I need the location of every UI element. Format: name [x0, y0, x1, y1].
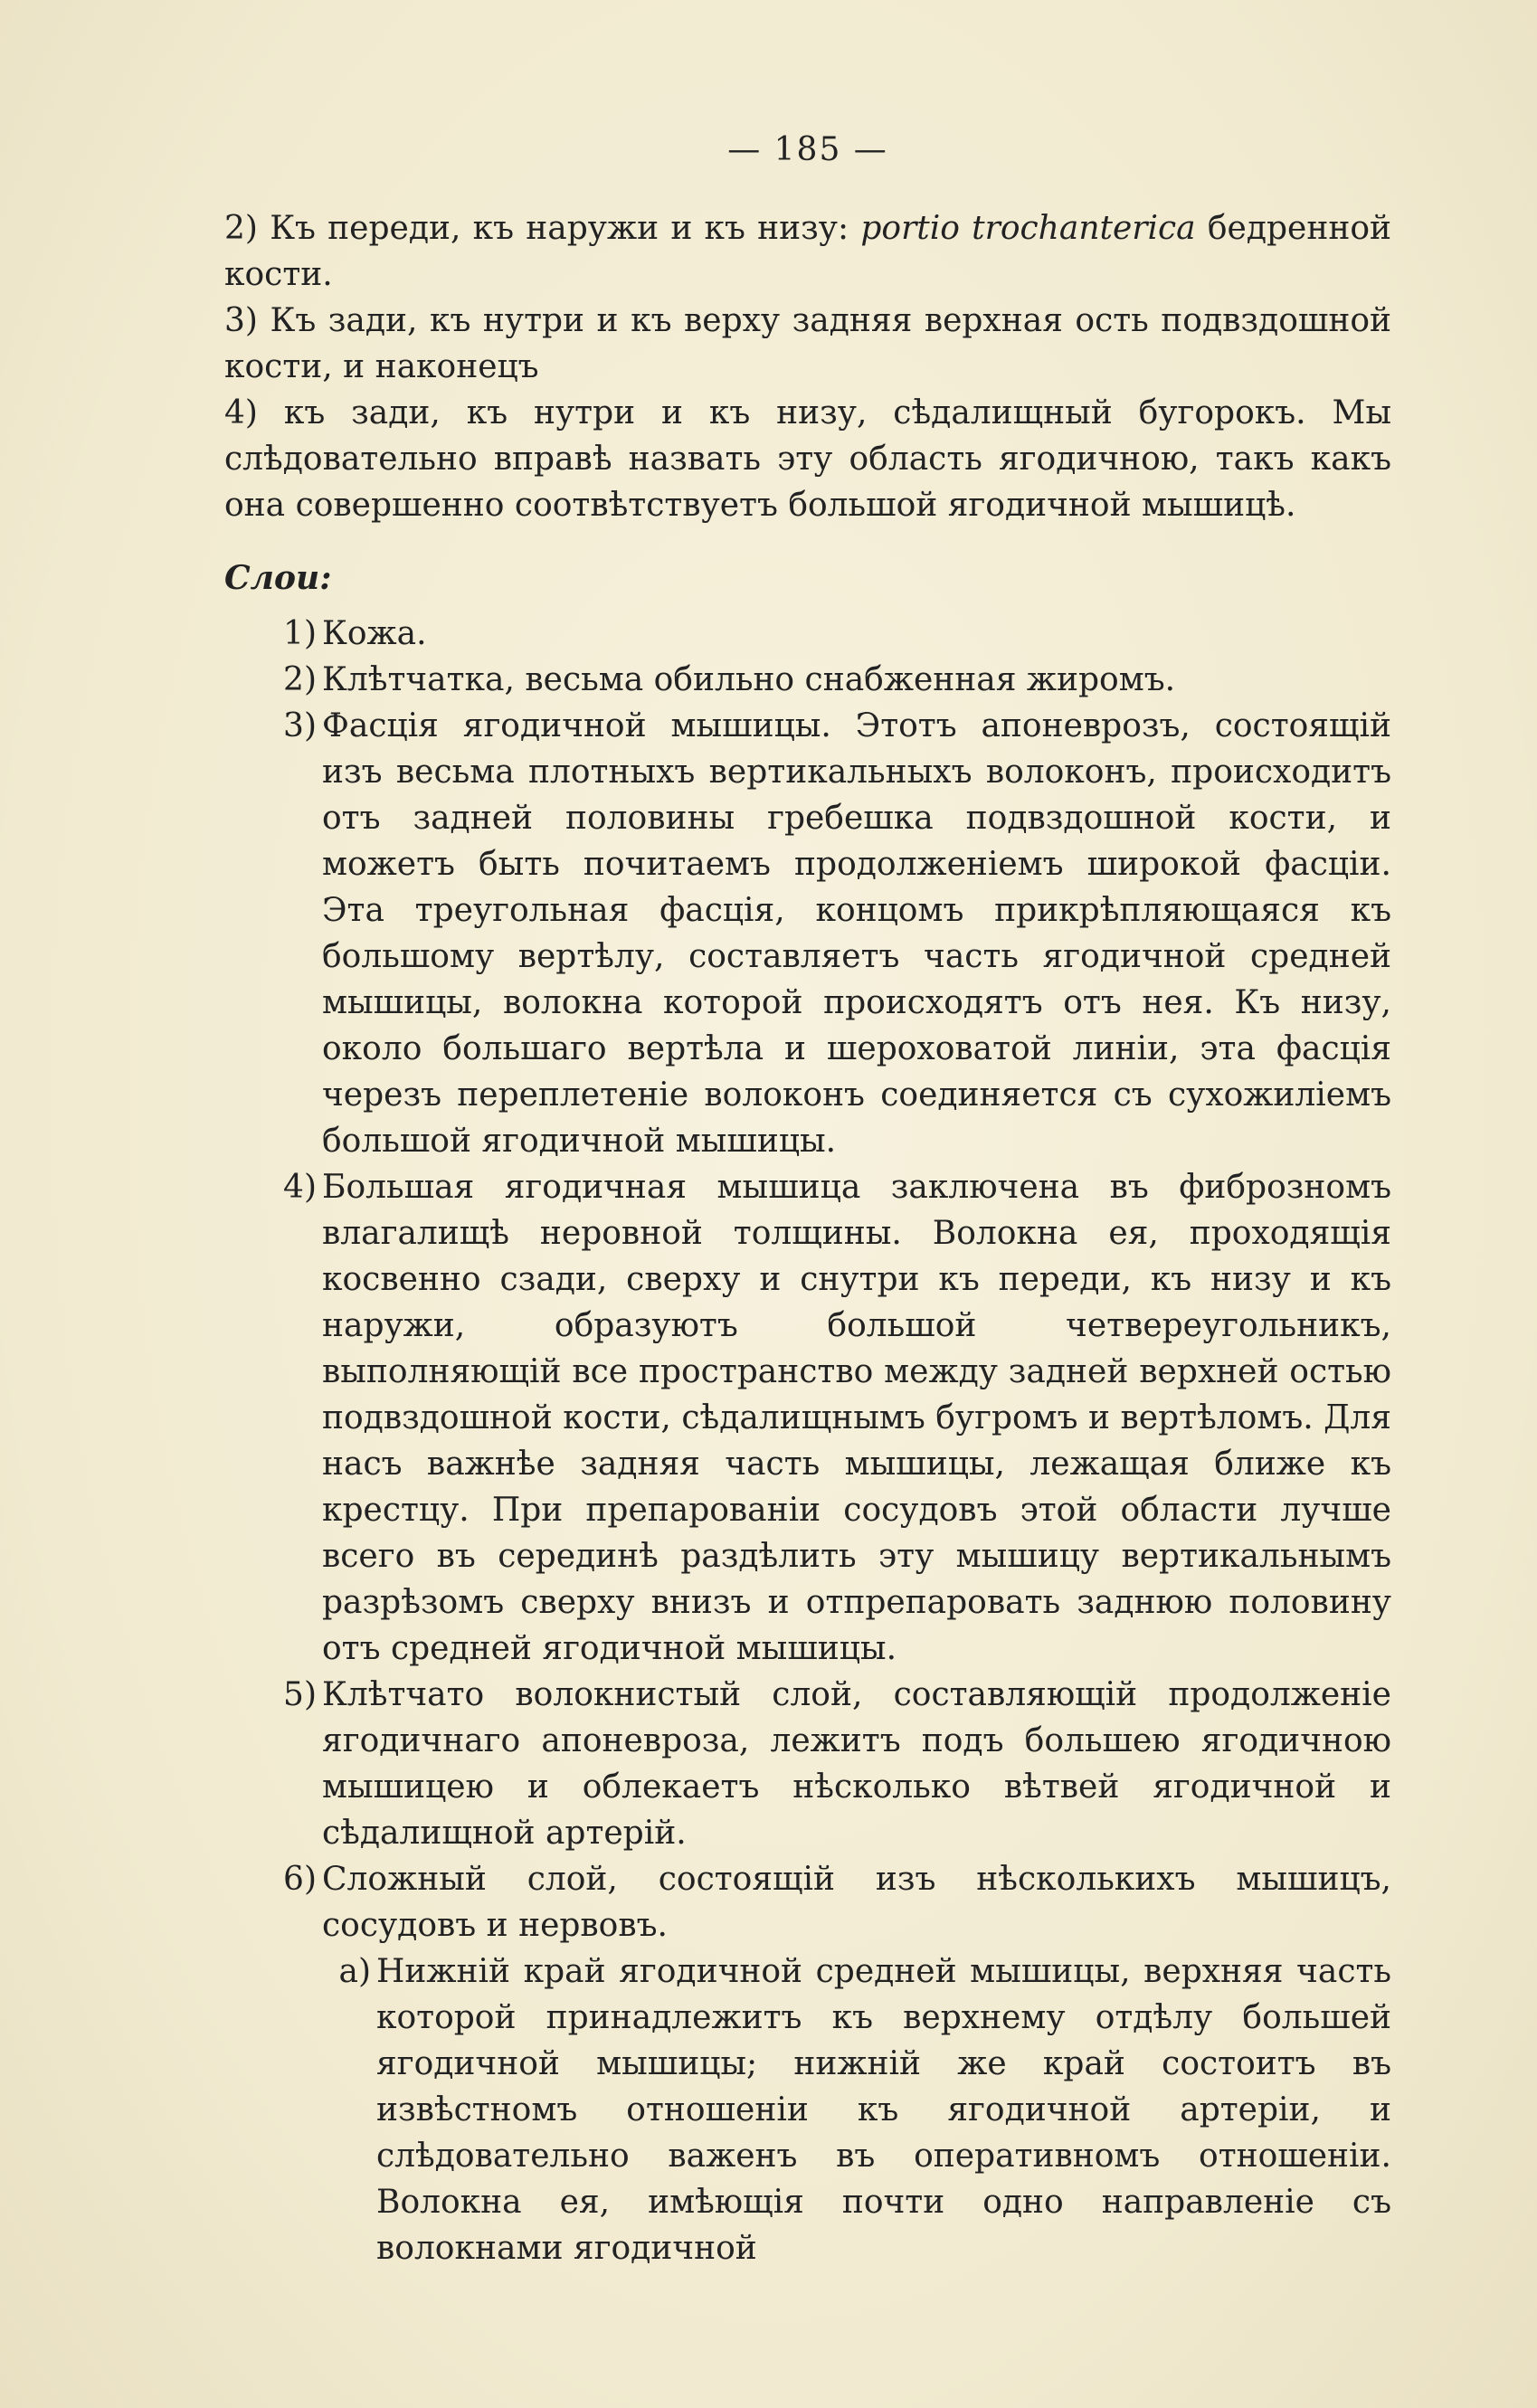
- page-text: [224, 127, 1391, 2271]
- layer-text: Сложный слой, состоящій изъ нѣсколькихъ мышицъ, сосудовъ и нервовъ.: [322, 1861, 1391, 1944]
- layer-item: [262, 1672, 1391, 1856]
- layer-text: Кожа.: [322, 615, 427, 652]
- intro-item-text: къ зади, къ нутри и къ низу, сѣдалищный бугорокъ. Мы слѣдовательно вправѣ назвать эту область ягодичною, такъ какъ она совершенно соотвѣтствуетъ большой ягодичной мышицѣ.: [224, 394, 1391, 524]
- layer-text: Клѣтчато волокнистый слой, составляющій продолженіе ягодичнаго апоневроза, лежитъ подъ большею ягодичною мышицею и облекаетъ нѣсколько вѣтвей ягодичной и сѣдалищной артерій.: [322, 1676, 1391, 1852]
- layer-number: 6): [283, 1861, 317, 1898]
- intro-item-number: 2): [224, 210, 258, 247]
- layer-item: [262, 657, 1391, 703]
- page-number: — 185 —: [727, 131, 888, 168]
- sublayer-text: Нижній край ягодичной средней мышицы, верхняя часть которой принадлежитъ къ верхнему отдѣлу большей ягодичной мышицы; нижній же край состоитъ въ извѣстномъ отношеніи къ ягодичной артеріи, и слѣдовательно важенъ въ оперативномъ отношеніи. Волокна ея, имѣющія почти одно направленіе съ волокнами ягодичной: [376, 1953, 1391, 2267]
- layer-text: Фасція ягодичной мышицы. Этотъ апоневрозъ, состоящій изъ весьма плотныхъ вертикальныхъ волоконъ, происходитъ отъ задней половины гребешка подвздошной кости, и можетъ быть почитаемъ продолженіемъ широкой фасціи. Эта треугольная фасція, концомъ прикрѣпляющаяся къ большому вертѣлу, составляетъ часть ягодичной средней мышицы, волокна которой происходятъ отъ нея. Къ низу, около большаго вертѣла и шероховатой линіи, эта фасція черезъ переплетеніе волоконъ соединяется съ сухожиліемъ большой ягодичной мышицы.: [322, 707, 1391, 1160]
- intro-item-number: 4): [224, 394, 258, 431]
- intro-item-text-cont: бедренной кости.: [224, 210, 1392, 293]
- intro-item-2: [224, 205, 1391, 298]
- layer-number: 3): [283, 707, 317, 744]
- intro-item-3: [224, 298, 1391, 390]
- intro-item-text: Къ переди, къ наружи и къ низу:: [270, 210, 861, 247]
- layer-item: [262, 1164, 1391, 1672]
- layer-number: 4): [283, 1169, 317, 1206]
- layer-number: 5): [283, 1676, 317, 1713]
- sublayer-item: [262, 1948, 1391, 2271]
- layer-item: [262, 703, 1391, 1164]
- latin-term: portio trochanterica: [860, 210, 1196, 247]
- layer-text: Клѣтчатка, весьма обильно снабженная жиромъ.: [322, 661, 1176, 698]
- layer-number: 1): [283, 615, 317, 652]
- layer-number: 2): [283, 661, 317, 698]
- section-heading: Слои:: [224, 559, 332, 597]
- intro-item-text: Къ зади, къ нутри и къ верху задняя верхная ость подвздошной кости, и наконецъ: [224, 302, 1391, 385]
- layers-list: [224, 611, 1391, 2271]
- intro-item-number: 3): [224, 302, 258, 339]
- intro-item-4: [224, 390, 1391, 528]
- sublayer-letter: а): [338, 1953, 371, 1990]
- layer-text: Большая ягодичная мышица заключена въ фиброзномъ влагалищѣ неровной толщины. Волокна ея, проходящія косвенно сзади, сверху и снутри къ переди, къ низу и къ наружи, образуютъ большой четвереугольникъ, выполняющій все пространство между задней верхней остью подвздошной кости, сѣдалищнымъ бугромъ и вертѣломъ. Для насъ важнѣе задняя часть мышицы, лежащая ближе къ крестцу. При препарованіи сосудовъ этой области лучше всего въ серединѣ раздѣлить эту мышицу вертикальнымъ разрѣзомъ сверху внизъ и отпрепаровать заднюю половину отъ средней ягодичной мышицы.: [322, 1169, 1391, 1667]
- layer-item: [262, 611, 1391, 657]
- layer-item: [262, 1856, 1391, 1948]
